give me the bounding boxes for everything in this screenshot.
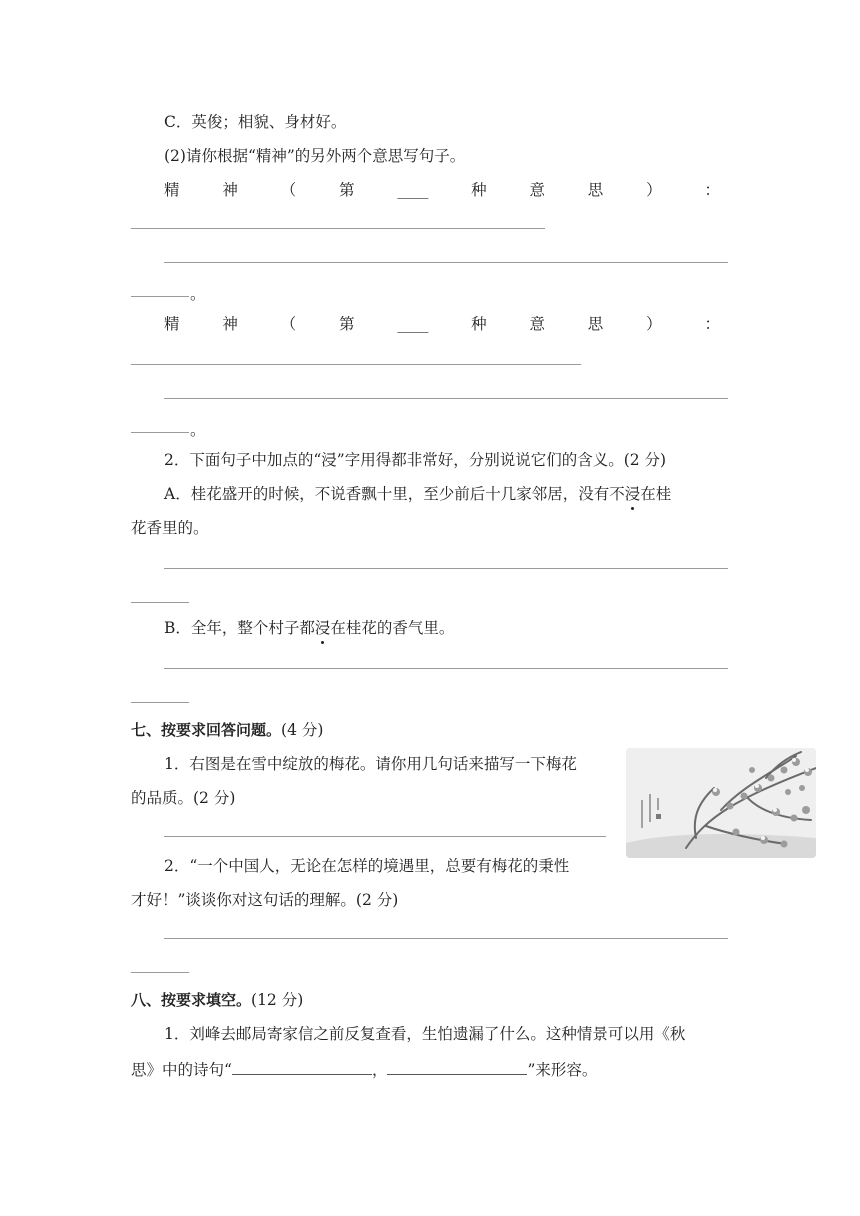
question-2-b (164, 618, 454, 638)
section-7-heading (131, 720, 323, 740)
prompt-token: ： (704, 315, 720, 333)
answer-line[interactable] (131, 972, 189, 973)
prompt-token: 种 (471, 181, 487, 199)
emphasis-dot-char: 浸 (314, 619, 331, 637)
section-points: (4 分) (281, 721, 324, 739)
text-segment: 在桂 (640, 485, 672, 503)
sentence-prompt-1 (164, 180, 720, 200)
plum-blossom-snow-image (626, 748, 816, 858)
blank-number[interactable]: ____ (397, 315, 429, 333)
answer-line[interactable] (131, 228, 545, 229)
answer-line[interactable] (164, 836, 606, 837)
section-points: (12 分) (251, 991, 304, 1009)
blank-number[interactable]: ____ (397, 181, 429, 199)
prompt-token: （ (280, 315, 297, 333)
section-8-q1-line2 (131, 1058, 597, 1080)
period: 。 (190, 421, 206, 439)
text-segment: ”来形容。 (527, 1061, 598, 1079)
prompt-token: ） (646, 315, 662, 333)
poem-blank-2[interactable] (387, 1058, 527, 1075)
emphasis-dot-char: 浸 (624, 485, 641, 503)
answer-line[interactable] (164, 398, 728, 399)
sub-question-2: (2)请你根据“精神”的另外两个意思写句子。 (164, 147, 466, 165)
section-7-q1-line2: 的品质。(2 分) (131, 789, 236, 807)
prompt-token: 精 (164, 315, 180, 333)
section-7-q1-line1: 1．右图是在雪中绽放的梅花。请你用几句话来描写一下梅花 (164, 755, 577, 773)
prompt-token: ） (646, 181, 662, 199)
section-title: 八、按要求填空。 (131, 991, 252, 1009)
prompt-token: 思 (587, 181, 604, 199)
period: 。 (190, 285, 206, 303)
answer-line[interactable] (164, 568, 728, 569)
answer-line[interactable] (131, 432, 189, 433)
prompt-token: 种 (471, 315, 487, 333)
prompt-token: （ (280, 181, 297, 199)
prompt-token: 神 (222, 181, 238, 199)
text-segment: 思》中的诗句“ (131, 1061, 232, 1079)
prompt-token: 思 (587, 315, 604, 333)
answer-line[interactable] (164, 938, 728, 939)
prompt-token: ： (704, 181, 720, 199)
section-8-heading (131, 990, 303, 1010)
prompt-token: 精 (164, 181, 180, 199)
section-title: 七、按要求回答问题。 (131, 721, 282, 739)
question-2-stem: 2．下面句子中加点的“浸”字用得都非常好，分别说说它们的含义。(2 分) (164, 451, 667, 469)
section-7-q2-line1: 2．“一个中国人，无论在怎样的境遇里，总要有梅花的秉性 (164, 857, 570, 875)
prompt-token: 意 (529, 181, 545, 199)
prompt-token: 神 (222, 315, 238, 333)
prompt-token: 第 (338, 181, 355, 199)
poem-blank-1[interactable] (232, 1058, 372, 1075)
text-segment: A．桂花盛开的时候，不说香飘十里，至少前后十几家邻居，没有不 (164, 485, 625, 503)
answer-line[interactable] (164, 262, 728, 263)
question-2-a-line2: 花香里的。 (131, 519, 209, 537)
question-2-a-line1 (164, 484, 671, 504)
answer-line[interactable] (131, 702, 189, 703)
text-segment: 在桂花的香气里。 (330, 619, 455, 637)
option-c: C．英俊；相貌、身材好。 (164, 113, 347, 131)
plum-blossom-branches-icon (626, 748, 816, 858)
sentence-prompt-2 (164, 314, 720, 334)
answer-line[interactable] (131, 296, 189, 297)
prompt-token: 意 (529, 315, 545, 333)
prompt-token: 第 (338, 315, 355, 333)
text-segment: B．全年，整个村子都 (164, 619, 315, 637)
section-8-q1-line1: 1．刘峰去邮局寄家信之前反复查看，生怕遗漏了什么。这种情景可以用《秋 (164, 1025, 686, 1043)
section-7-q2-line2: 才好！”谈谈你对这句话的理解。(2 分) (131, 891, 399, 909)
answer-line[interactable] (164, 668, 728, 669)
answer-line[interactable] (131, 602, 189, 603)
text-segment: ， (371, 1061, 388, 1079)
answer-line[interactable] (131, 364, 581, 365)
